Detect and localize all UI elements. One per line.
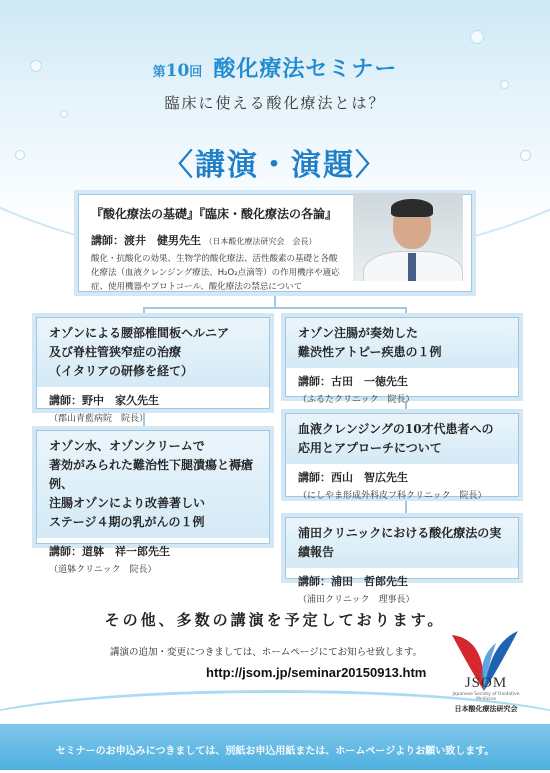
section-title: 〈講演・演題〉 xyxy=(163,148,387,183)
talk-title: 『酸化療法の基礎』『臨床・酸化療法の各論』 xyxy=(91,207,338,221)
talk-speaker: 講師：浦田 哲郎先生 xyxy=(298,575,408,588)
talk-affiliation: （道躰クリニック 院長） xyxy=(49,565,157,575)
change-notice: 講演の追加・変更につきましては、ホームページにてお知らせ致します。 xyxy=(110,647,423,658)
talk-speaker: 講師：古田 一徳先生 xyxy=(298,375,408,388)
connector-line xyxy=(405,307,407,317)
talk-title: オゾンによる腰部椎間板ヘルニア 及び脊柱管狭窄症の治療 （イタリアの研修を経て） xyxy=(37,318,269,387)
speaker-photo xyxy=(353,193,463,281)
talk-title: 血液クレンジングの10才代患者への 応用とアプローチについて xyxy=(286,414,518,464)
talk-card xyxy=(36,430,270,575)
connector-line xyxy=(143,307,407,309)
talk-title: オゾン注腸が奏効した 難渋性アトピー疾患の１例 xyxy=(286,318,518,368)
talk-speaker: 講師：野中 家久先生 xyxy=(49,394,159,407)
seminar-url-link[interactable]: http://jsom.jp/seminar20150913.htm xyxy=(206,665,427,680)
talk-speaker: 講師：西山 智広先生 xyxy=(298,471,408,484)
seminar-title: 酸化療法セミナー xyxy=(213,57,398,82)
talk-card xyxy=(285,517,519,605)
talk-speaker: 講師：渡井 健男先生 xyxy=(91,234,201,247)
seminar-header xyxy=(0,52,550,83)
photo-hair xyxy=(391,199,433,217)
photo-tie xyxy=(408,253,416,281)
logo-name: JSOM xyxy=(464,675,508,691)
talk-speaker: 講師：道躰 祥一郎先生 xyxy=(49,545,170,558)
seminar-subtitle: 臨床に使える酸化療法とは？ xyxy=(164,94,386,112)
talk-title: オゾン水、オゾンクリームで 著効がみられた難治性下腿潰瘍と褥瘡例、 注腸オゾンにより改善著しい ステージ４期の乳がんの１例 xyxy=(37,431,269,538)
talk-card xyxy=(285,317,519,405)
talk-affiliation: （郡山青藍病院 院長） xyxy=(49,414,149,424)
series-label: 第10回 xyxy=(152,61,203,81)
talk-description: 酸化・抗酸化の効果、生物学的酸化療法、活性酸素の基礎と各酸化療法（血液クレンジング療法、H₂O₂点滴等）の作用機序や適応症、使用機器やプロトコール、酸化療法の禁忌について xyxy=(91,254,340,292)
talk-card-main xyxy=(78,194,472,292)
closing-message: その他、多数の講演を予定しております。 xyxy=(104,611,446,629)
talk-card xyxy=(285,413,519,501)
talk-title: 浦田クリニックにおける酸化療法の実績報告 xyxy=(286,518,518,568)
logo-english: Japanese Society of Oxidative Medicine xyxy=(452,692,520,702)
talk-affiliation: （ふるたクリニック 院長） xyxy=(298,395,415,405)
logo-japanese: 日本酸化療法研究会 xyxy=(454,705,518,713)
talk-card xyxy=(36,317,270,424)
talk-affiliation: （日本酸化療法研究会 会長） xyxy=(204,237,317,246)
bubble-decoration xyxy=(470,30,484,44)
talk-affiliation: （浦田クリニック 理事長） xyxy=(298,595,415,605)
connector-line xyxy=(143,307,145,317)
talk-affiliation: （にしやま形成外科皮フ科クリニック 院長） xyxy=(298,491,487,501)
footer-notice: セミナーのお申込みにつきましては、別紙お申込用紙または、ホームページよりお願い致します。 xyxy=(55,746,495,757)
